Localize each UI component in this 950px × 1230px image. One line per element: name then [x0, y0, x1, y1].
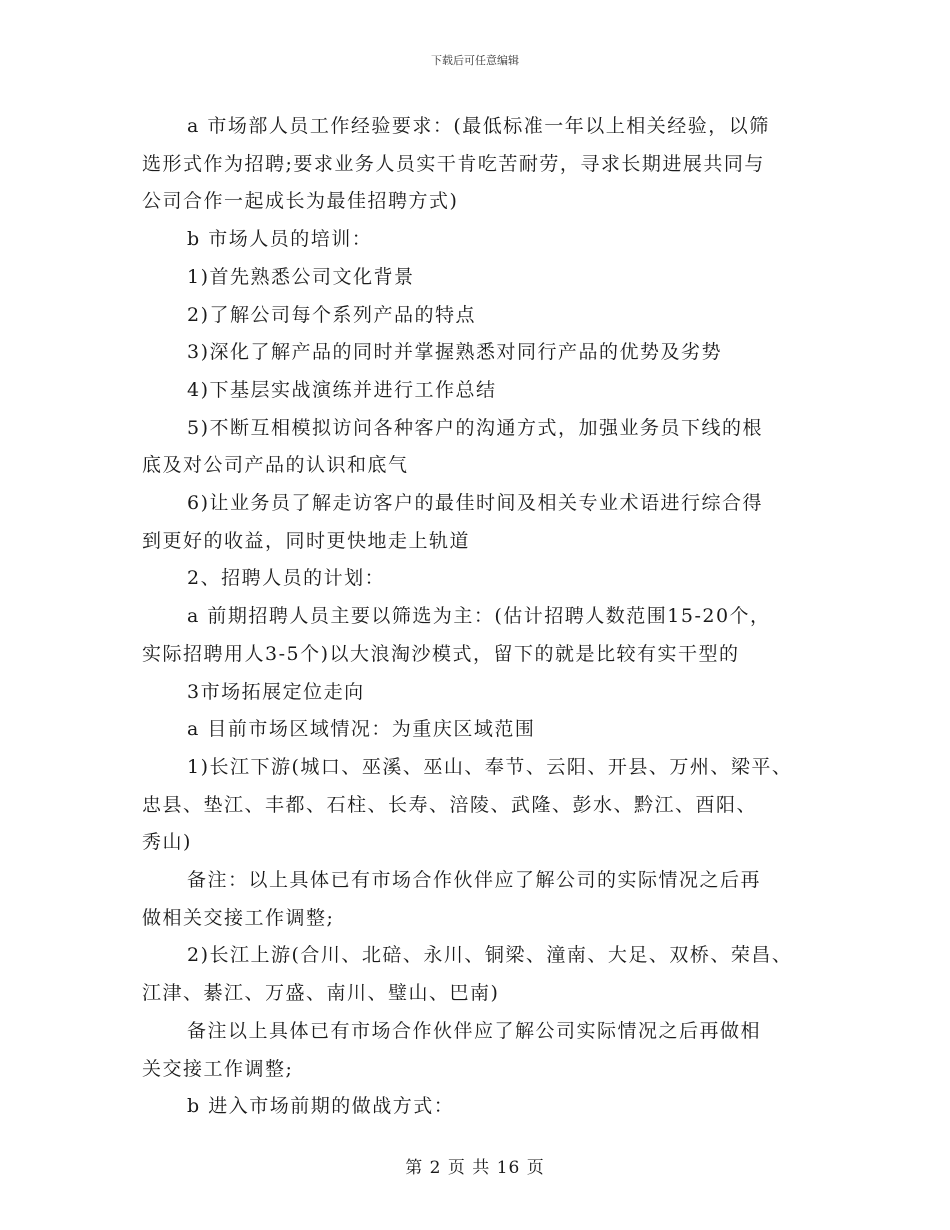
paragraph	[142, 485, 832, 560]
paragraph	[142, 372, 832, 410]
paragraph-line: 备注：以上具体已有市场合作伙伴应了解公司的实际情况之后再	[187, 869, 762, 892]
paragraph-line: 6)让业务员了解走访客户的最佳时间及相关专业术语进行综合得	[187, 492, 764, 515]
paragraph-line: 2)了解公司每个系列产品的特点	[187, 303, 477, 326]
paragraph-line: b 市场人员的培训：	[187, 228, 373, 251]
paragraph-line: 3市场拓展定位走向	[187, 680, 365, 703]
paragraph	[142, 108, 832, 221]
paragraph-line: 关交接工作调整;	[142, 1057, 294, 1080]
paragraph-line: 4)下基层实战演练并进行工作总结	[187, 378, 497, 401]
paragraph-line: a 前期招聘人员主要以筛选为主：(估计招聘人数范围15-20个，	[187, 605, 771, 628]
paragraph-line: 底及对公司产品的认识和底气	[142, 454, 409, 477]
document-body	[142, 108, 832, 1126]
paragraph	[142, 937, 832, 1012]
paragraph	[142, 862, 832, 937]
paragraph-line: 1)首先熟悉公司文化背景	[187, 265, 415, 288]
paragraph-line: 备注以上具体已有市场合作伙伴应了解公司实际情况之后再做相	[187, 1019, 762, 1042]
paragraph	[142, 560, 832, 598]
paragraph-line: 做相关交接工作调整;	[142, 906, 335, 929]
paragraph-line: 江津、綦江、万盛、南川、璧山、巴南)	[142, 982, 500, 1005]
paragraph	[142, 259, 832, 297]
page-header: 下载后可任意编辑	[431, 54, 519, 67]
paragraph	[142, 410, 832, 485]
paragraph	[142, 1088, 832, 1126]
paragraph	[142, 297, 832, 335]
paragraph	[142, 334, 832, 372]
paragraph	[142, 1013, 832, 1088]
paragraph-line: 5)不断互相模拟访问各种客户的沟通方式，加强业务员下线的根	[187, 416, 764, 439]
paragraph-line: 1)长江下游(城口、巫溪、巫山、奉节、云阳、开县、万州、梁平、	[187, 755, 793, 778]
paragraph-line: 公司合作一起成长为最佳招聘方式)	[142, 190, 459, 213]
paragraph	[142, 711, 832, 749]
paragraph	[142, 749, 832, 862]
paragraph-line: 选形式作为招聘;要求业务人员实干肯吃苦耐劳，寻求长期进展共同与	[142, 152, 765, 175]
paragraph	[142, 221, 832, 259]
paragraph	[142, 598, 832, 673]
paragraph-line: a 目前市场区域情况：为重庆区域范围	[187, 718, 536, 741]
paragraph	[142, 674, 832, 712]
paragraph-line: 实际招聘用人3-5个)以大浪淘沙模式，留下的就是比较有实干型的	[142, 642, 740, 665]
paragraph-line: a 市场部人员工作经验要求：(最低标准一年以上相关经验，以筛	[187, 115, 770, 137]
page-footer: 第 2 页 共 16 页	[405, 1158, 545, 1178]
paragraph-line: b 进入市场前期的做战方式：	[187, 1095, 455, 1118]
paragraph-line: 3)深化了解产品的同时并掌握熟悉对同行产品的优势及劣势	[187, 341, 723, 364]
paragraph-line: 到更好的收益，同时更快地走上轨道	[142, 529, 471, 552]
paragraph-line: 2)长江上游(合川、北碚、永川、铜梁、潼南、大足、双桥、荣昌、	[187, 944, 793, 967]
paragraph-line: 忠县、垫江、丰都、石柱、长寿、涪陵、武隆、彭水、黔江、酉阳、	[142, 793, 758, 816]
paragraph-line: 秀山)	[142, 831, 192, 854]
paragraph-line: 2、招聘人员的计划：	[187, 567, 386, 590]
